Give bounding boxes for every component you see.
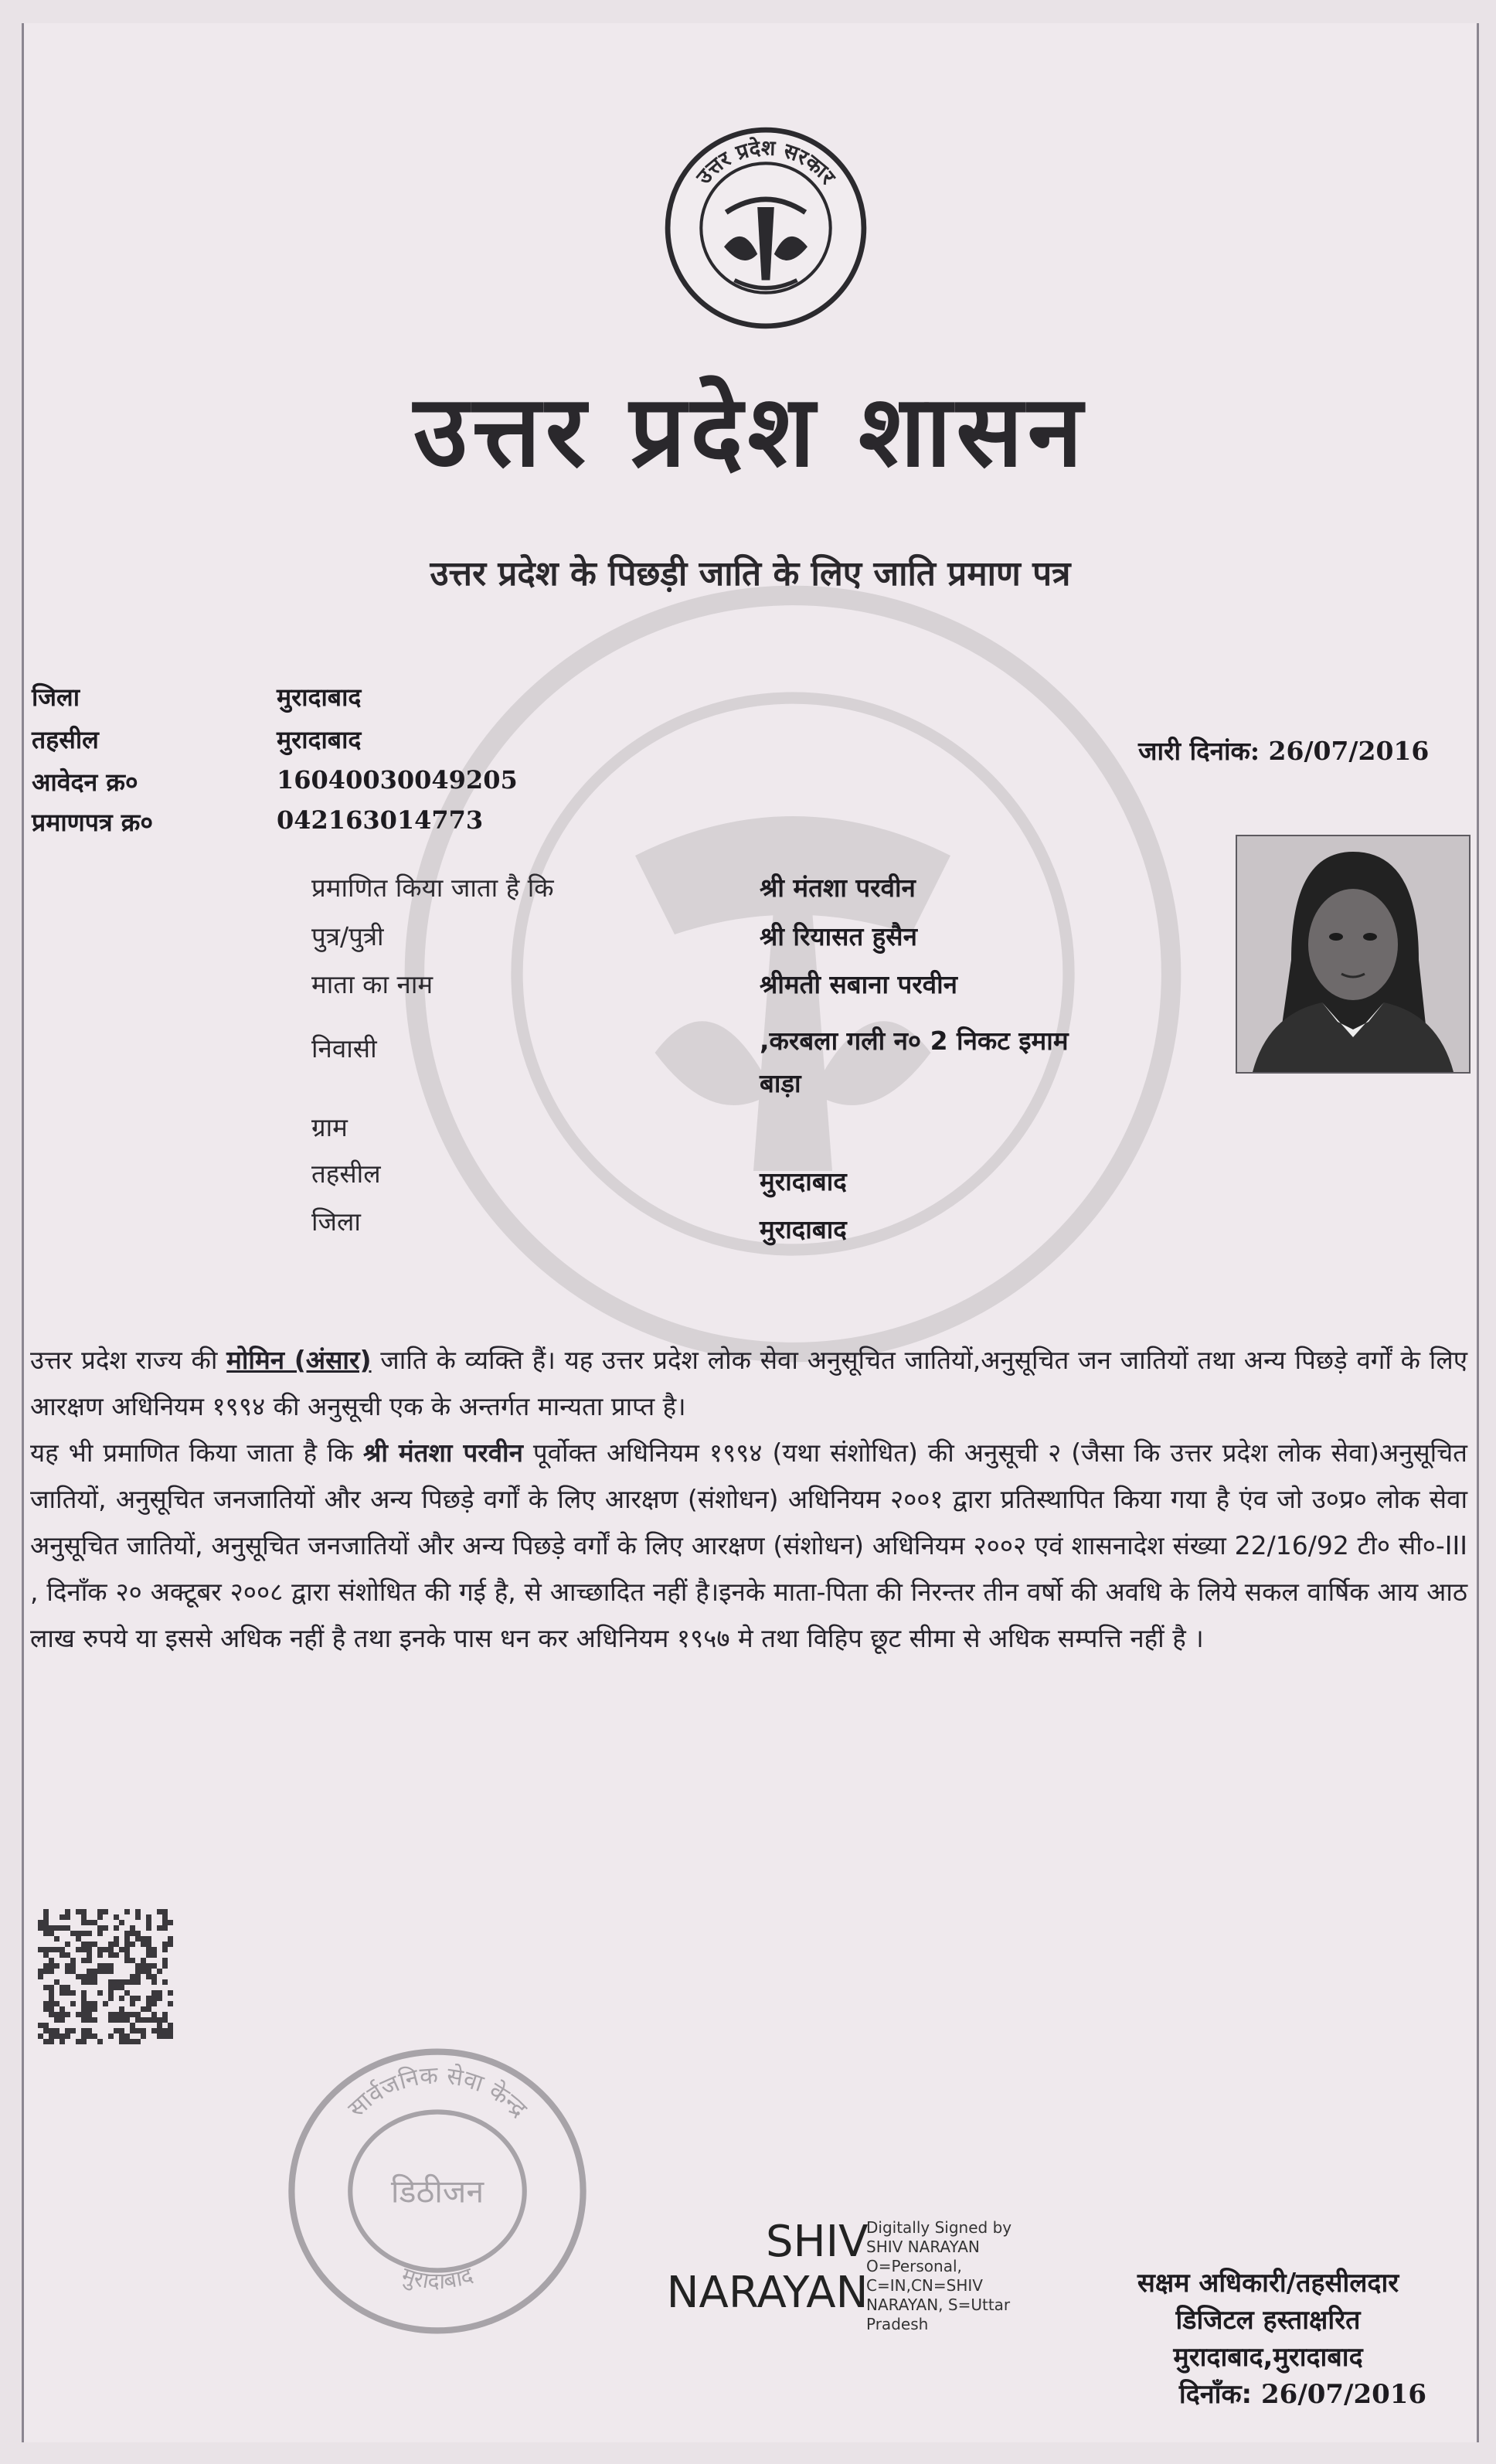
mother-label: माता का नाम — [311, 969, 434, 999]
issue-date-value: 26/07/2016 — [1268, 736, 1430, 766]
paragraph-declaration — [30, 1430, 1467, 1662]
certified-label: प्रमाणित किया जाता है कि — [311, 873, 554, 903]
district-label: जिला — [32, 682, 80, 712]
state-emblem-icon — [654, 124, 878, 332]
page-title: उत्तर प्रदेश शासन — [413, 374, 1087, 489]
certificate-number-label: प्रमाणपत्र क्र० — [32, 808, 153, 837]
certified-name-value: श्री मंतशा परवीन — [760, 873, 916, 903]
signature-meta-line: SHIV NARAYAN — [866, 2238, 980, 2256]
tehsil-label: तहसील — [32, 725, 99, 754]
tehsil-value: मुरादाबाद — [277, 725, 362, 754]
paragraph-caste — [30, 1337, 1467, 1430]
issuing-officer-block — [1075, 2265, 1461, 2413]
officer-date-value: 26/07/2016 — [1261, 2379, 1427, 2410]
resident-value-line1: ,करबला गली न० 2 निकट इमाम — [760, 1026, 1069, 1056]
officer-date-label: दिनाँक: — [1178, 2379, 1253, 2410]
certificate-subtitle: उत्तर प्रदेश के पिछड़ी जाति के लिए जाति प्रमाण पत्र — [430, 554, 1071, 594]
signature-meta-line: Digitally Signed by — [866, 2218, 1012, 2237]
caste-name: मोमिन (अंसार) — [226, 1345, 372, 1375]
issue-date — [1138, 733, 1429, 767]
paragraph-caste-text-b: जाति के व्यक्ति हैं। यह उत्तर प्रदेश लोक सेवा अनुसूचित जातियों,अनुसूचित जन जातियों तथा अन्य पिछड़े वर्गों के लिए आरक्षण अधिनियम १९९४ की अनुसूची एक के अन्तर्गत मान्यता प्राप्त है। — [30, 1345, 1467, 1421]
applicant-photo-image — [1237, 836, 1469, 1072]
mother-value: श्रीमती सबाना परवीन — [760, 969, 957, 999]
signature-meta-line: O=Personal, — [866, 2257, 962, 2275]
paragraph-caste-text-a: उत्तर प्रदेश राज्य की — [30, 1345, 227, 1375]
paragraph-declaration-text-a: यह भी प्रमाणित किया जाता है कि — [30, 1438, 364, 1468]
certificate-page — [22, 23, 1479, 2442]
qr-code — [38, 1909, 173, 2044]
person-district-value: मुरादाबाद — [760, 1214, 847, 1244]
signer-name-line1: SHIV — [766, 2217, 869, 2267]
village-label: ग्राम — [311, 1112, 348, 1142]
paragraph-declaration-text-b: पूर्वोक्त अधिनियम १९९४ (यथा संशोधित) की अनुसूची २ (जैसा कि उत्तर प्रदेश लोक सेवा)अनुसूचित जातियों, अनुसूचित जनजातियों और अन्य पिछड़े वर्गों के लिए आरक्षण (संशोधन) अधिनियम २००१ द्वारा प्रतिस्थापित किया गया है एंव जो उ०प्र० लोक सेवा अनुसूचित जातियों, अनुसूचित जनजातियों और अन्य पिछड़े वर्गों के लिए आरक्षण (संशोधन) अधिनियम २००२ एवं शासनादेश संख्या 22/16/92 टी० सी०-III , दिनाँक २० अक्टूबर २००८ द्वारा संशोधित की गई है, से आच्छादित नहीं है।इनके माता-पिता की निरन्तर तीन वर्षो की अवधि के लिये सकल वार्षिक आय आठ लाख रुपये या इससे अधिक नहीं है तथा इनके पास धन कर अधिनियम १९५७ मे तथा विहिप छूट सीमा से अधिक सम्पत्ति नहीं है । — [30, 1438, 1467, 1653]
declaration-name: श्री मंतशा परवीन — [363, 1438, 523, 1468]
officer-date — [1075, 2376, 1461, 2413]
resident-label: निवासी — [311, 1033, 377, 1064]
parent-label: पुत्र/पुत्री — [311, 921, 384, 951]
application-number-value: 16040030049205 — [277, 765, 518, 795]
officer-designation: सक्षम अधिकारी/तहसीलदार — [1137, 2268, 1399, 2299]
application-number-label: आवेदन क्र० — [32, 767, 138, 797]
person-tehsil-value: मुरादाबाद — [760, 1166, 847, 1196]
district-value: मुरादाबाद — [277, 682, 362, 712]
officer-location: मुरादाबाद,मुरादाबाद — [1173, 2342, 1363, 2373]
parent-value: श्री रियासत हुसैन — [760, 921, 917, 951]
officer-digital-signed: डिजिटल हस्ताक्षरित — [1175, 2305, 1361, 2336]
stamp-bottom-text: मुरादाबाद — [398, 2262, 477, 2294]
office-stamp — [279, 2040, 596, 2342]
certificate-body — [30, 1337, 1467, 1662]
stamp-ring-text: सार्वजनिक सेवा केन्द्र — [342, 2061, 533, 2123]
signature-meta-line: Pradesh — [866, 2315, 929, 2333]
signer-name-line2: NARAYAN — [666, 2268, 869, 2318]
issue-date-label: जारी दिनांक: — [1138, 736, 1260, 766]
stamp-center-text: डिठीजन — [390, 2173, 484, 2210]
person-district-label: जिला — [311, 1206, 361, 1237]
digital-signature-details — [866, 2218, 1012, 2334]
emblem-arc-text: उत्तर प्रदेश सरकार — [692, 136, 840, 189]
certificate-number-value: 042163014773 — [277, 805, 484, 835]
svg-text:मुरादाबाद — [399, 2262, 477, 2294]
resident-value-line2: बाड़ा — [760, 1068, 801, 1098]
applicant-photo — [1236, 835, 1470, 1074]
person-tehsil-label: तहसील — [311, 1159, 381, 1189]
signature-meta-line: C=IN,CN=SHIV — [866, 2276, 983, 2295]
signer-name — [627, 2217, 868, 2319]
signature-meta-line: NARAYAN, S=Uttar — [866, 2296, 1011, 2314]
